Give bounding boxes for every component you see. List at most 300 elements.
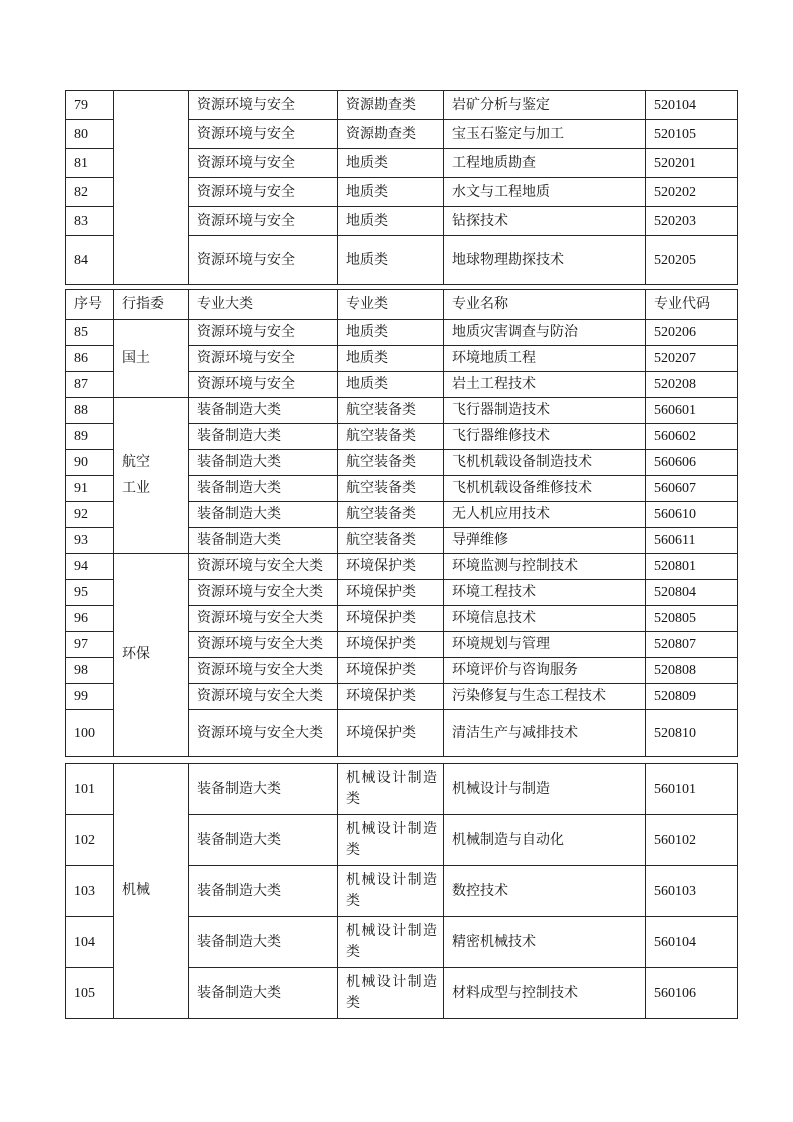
seq-text: 82: [74, 184, 88, 200]
category-cell: [338, 320, 444, 346]
seq-text: 102: [74, 832, 95, 848]
seq-text: 99: [74, 689, 88, 704]
major-name-text: 地球物理勘探技术: [452, 252, 564, 268]
major-name-text: 工程地质勘查: [452, 155, 536, 171]
committee-text: 航空工业: [122, 454, 150, 496]
seq-text: 81: [74, 155, 88, 171]
major-name-cell: [444, 207, 646, 236]
category-text: 航空装备类: [346, 429, 416, 444]
category-cell: [338, 476, 444, 502]
seq-text: 85: [74, 325, 88, 340]
major-name-cell: [444, 632, 646, 658]
major-category-cell: [189, 968, 338, 1019]
major-code-text: 560104: [654, 934, 696, 950]
major-code-text: 560611: [654, 533, 696, 548]
major-category-cell: [189, 120, 338, 149]
header-category-cell: [338, 290, 444, 320]
category-cell: [338, 580, 444, 606]
table-row-88: [66, 398, 738, 424]
major-name-text: 导弹维修: [452, 533, 508, 548]
major-name-cell: [444, 554, 646, 580]
major-name-cell: [444, 917, 646, 968]
major-code-cell: [646, 476, 738, 502]
category-cell: [338, 968, 444, 1019]
category-text: 航空装备类: [346, 403, 416, 418]
major-category-cell: [189, 658, 338, 684]
major-code-cell: [646, 424, 738, 450]
major-code-cell: [646, 178, 738, 207]
major-code-cell: [646, 120, 738, 149]
major-code-cell: [646, 815, 738, 866]
table-row-85: [66, 320, 738, 346]
table-row-101: [66, 764, 738, 815]
major-name-cell: [444, 346, 646, 372]
table-segment-2: [65, 289, 738, 757]
header-seq-text: 序号: [74, 297, 102, 312]
major-code-text: 520208: [654, 377, 696, 392]
major-code-text: 520809: [654, 689, 696, 704]
major-code-cell: [646, 346, 738, 372]
major-category-text: 资源环境与安全大类: [197, 559, 323, 574]
major-name-text: 飞机机载设备制造技术: [452, 455, 592, 470]
seq-text: 80: [74, 126, 88, 142]
major-category-cell: [189, 815, 338, 866]
major-category-cell: [189, 398, 338, 424]
committee-cell: [114, 398, 189, 554]
major-code-text: 520207: [654, 351, 696, 366]
major-code-cell: [646, 372, 738, 398]
header-major-code-text: 专业代码: [654, 297, 710, 312]
major-code-cell: [646, 710, 738, 757]
major-name-cell: [444, 398, 646, 424]
category-cell: [338, 815, 444, 866]
seq-cell: [66, 632, 114, 658]
committee-text: 机械: [122, 883, 150, 899]
category-cell: [338, 764, 444, 815]
header-committee-cell: [114, 290, 189, 320]
seq-cell: [66, 606, 114, 632]
major-name-cell: [444, 149, 646, 178]
header-seq-cell: [66, 290, 114, 320]
seq-text: 100: [74, 725, 95, 741]
committee-cell: [114, 91, 189, 285]
seq-text: 79: [74, 97, 88, 113]
major-code-cell: [646, 968, 738, 1019]
specialty-table-area: [65, 90, 737, 1019]
major-code-text: 520202: [654, 184, 696, 200]
category-text: 机械设计制造类: [346, 822, 437, 858]
major-code-cell: [646, 528, 738, 554]
major-category-cell: [189, 450, 338, 476]
header-category-text: 专业类: [346, 297, 388, 312]
major-name-cell: [444, 236, 646, 285]
category-cell: [338, 120, 444, 149]
seq-text: 91: [74, 481, 88, 496]
major-category-text: 装备制造大类: [197, 781, 281, 797]
major-name-cell: [444, 372, 646, 398]
major-category-cell: [189, 764, 338, 815]
major-category-cell: [189, 476, 338, 502]
major-name-cell: [444, 710, 646, 757]
major-name-text: 飞机机载设备维修技术: [452, 481, 592, 496]
category-cell: [338, 91, 444, 120]
category-text: 资源勘查类: [346, 126, 416, 142]
major-code-cell: [646, 450, 738, 476]
category-cell: [338, 554, 444, 580]
major-category-cell: [189, 606, 338, 632]
major-code-cell: [646, 207, 738, 236]
seq-text: 105: [74, 985, 95, 1001]
seq-cell: [66, 320, 114, 346]
seq-cell: [66, 554, 114, 580]
seq-cell: [66, 710, 114, 757]
category-text: 航空装备类: [346, 507, 416, 522]
category-cell: [338, 178, 444, 207]
major-category-cell: [189, 580, 338, 606]
major-code-text: 520805: [654, 611, 696, 626]
category-cell: [338, 372, 444, 398]
major-name-text: 环境规划与管理: [452, 637, 550, 652]
category-text: 环境保护类: [346, 637, 416, 652]
major-name-cell: [444, 968, 646, 1019]
category-text: 环境保护类: [346, 611, 416, 626]
category-text: 地质类: [346, 325, 388, 340]
major-code-text: 520810: [654, 725, 696, 741]
major-code-cell: [646, 917, 738, 968]
category-cell: [338, 424, 444, 450]
seq-text: 101: [74, 781, 95, 797]
major-code-text: 560606: [654, 455, 696, 470]
category-text: 机械设计制造类: [346, 975, 437, 1011]
major-category-text: 资源环境与安全: [197, 126, 295, 142]
major-category-text: 装备制造大类: [197, 985, 281, 1001]
major-name-text: 污染修复与生态工程技术: [452, 689, 606, 704]
major-name-text: 水文与工程地质: [452, 184, 550, 200]
category-text: 环境保护类: [346, 725, 416, 741]
major-code-text: 560602: [654, 429, 696, 444]
major-category-cell: [189, 178, 338, 207]
major-code-cell: [646, 632, 738, 658]
category-text: 地质类: [346, 252, 388, 268]
major-category-cell: [189, 684, 338, 710]
seq-cell: [66, 658, 114, 684]
category-text: 地质类: [346, 213, 388, 229]
category-cell: [338, 684, 444, 710]
major-category-text: 资源环境与安全: [197, 325, 295, 340]
category-text: 航空装备类: [346, 455, 416, 470]
category-cell: [338, 710, 444, 757]
table-row-94: [66, 554, 738, 580]
major-category-text: 资源环境与安全: [197, 351, 295, 366]
major-category-text: 资源环境与安全: [197, 184, 295, 200]
major-code-cell: [646, 764, 738, 815]
major-category-text: 装备制造大类: [197, 832, 281, 848]
seq-text: 92: [74, 507, 88, 522]
major-category-cell: [189, 207, 338, 236]
major-name-cell: [444, 815, 646, 866]
seq-text: 104: [74, 934, 95, 950]
major-category-text: 资源环境与安全: [197, 97, 295, 113]
major-name-text: 环境评价与咨询服务: [452, 663, 578, 678]
committee-text: 环保: [122, 647, 150, 663]
major-code-text: 520808: [654, 663, 696, 678]
major-code-cell: [646, 554, 738, 580]
table-segment-3-body: [66, 764, 738, 1019]
major-code-cell: [646, 320, 738, 346]
major-code-cell: [646, 658, 738, 684]
seq-cell: [66, 424, 114, 450]
category-text: 环境保护类: [346, 689, 416, 704]
category-cell: [338, 917, 444, 968]
major-category-cell: [189, 372, 338, 398]
major-code-cell: [646, 398, 738, 424]
major-category-text: 装备制造大类: [197, 883, 281, 899]
major-category-cell: [189, 424, 338, 450]
committee-cell: [114, 764, 189, 1019]
major-name-text: 飞行器制造技术: [452, 403, 550, 418]
seq-text: 94: [74, 559, 88, 574]
major-code-text: 560106: [654, 985, 696, 1001]
header-major-code-cell: [646, 290, 738, 320]
seq-text: 90: [74, 455, 88, 470]
major-name-text: 宝玉石鉴定与加工: [452, 126, 564, 142]
major-name-cell: [444, 91, 646, 120]
major-name-cell: [444, 450, 646, 476]
major-name-text: 岩土工程技术: [452, 377, 536, 392]
category-cell: [338, 658, 444, 684]
major-code-cell: [646, 866, 738, 917]
major-category-text: 资源环境与安全: [197, 213, 295, 229]
header-major-name-cell: [444, 290, 646, 320]
major-category-text: 资源环境与安全大类: [197, 725, 323, 741]
seq-cell: [66, 917, 114, 968]
major-category-text: 装备制造大类: [197, 481, 281, 496]
seq-text: 98: [74, 663, 88, 678]
seq-cell: [66, 91, 114, 120]
category-text: 航空装备类: [346, 533, 416, 548]
major-category-text: 装备制造大类: [197, 533, 281, 548]
major-code-cell: [646, 149, 738, 178]
committee-cell: [114, 554, 189, 757]
category-text: 资源勘查类: [346, 97, 416, 113]
table-segment-1: [65, 90, 738, 285]
major-category-cell: [189, 320, 338, 346]
table-row-79: [66, 91, 738, 120]
committee-cell: [114, 320, 189, 398]
major-category-cell: [189, 866, 338, 917]
seq-text: 95: [74, 585, 88, 600]
category-text: 地质类: [346, 184, 388, 200]
major-code-cell: [646, 606, 738, 632]
seq-cell: [66, 178, 114, 207]
major-name-cell: [444, 764, 646, 815]
major-category-cell: [189, 917, 338, 968]
major-name-cell: [444, 320, 646, 346]
major-code-text: 520801: [654, 559, 696, 574]
major-code-text: 520804: [654, 585, 696, 600]
category-text: 环境保护类: [346, 559, 416, 574]
major-category-text: 装备制造大类: [197, 429, 281, 444]
major-category-text: 资源环境与安全大类: [197, 585, 323, 600]
seq-text: 87: [74, 377, 88, 392]
seq-cell: [66, 450, 114, 476]
major-code-text: 560101: [654, 781, 696, 797]
major-name-text: 材料成型与控制技术: [452, 985, 578, 1001]
seq-cell: [66, 346, 114, 372]
major-name-text: 清洁生产与减排技术: [452, 725, 578, 741]
major-name-text: 岩矿分析与鉴定: [452, 97, 550, 113]
seq-cell: [66, 372, 114, 398]
major-name-text: 环境信息技术: [452, 611, 536, 626]
major-name-cell: [444, 528, 646, 554]
category-text: 地质类: [346, 377, 388, 392]
major-category-cell: [189, 502, 338, 528]
category-text: 机械设计制造类: [346, 873, 437, 909]
category-text: 环境保护类: [346, 663, 416, 678]
seq-cell: [66, 149, 114, 178]
major-code-cell: [646, 236, 738, 285]
category-cell: [338, 236, 444, 285]
major-name-cell: [444, 120, 646, 149]
seq-text: 96: [74, 611, 88, 626]
major-name-text: 地质灾害调查与防治: [452, 325, 578, 340]
major-category-cell: [189, 91, 338, 120]
major-name-text: 飞行器维修技术: [452, 429, 550, 444]
seq-text: 93: [74, 533, 88, 548]
seq-text: 97: [74, 637, 88, 652]
major-name-text: 环境地质工程: [452, 351, 536, 366]
category-text: 航空装备类: [346, 481, 416, 496]
table-segment-2-body: [66, 290, 738, 757]
table-segment-3: [65, 763, 738, 1019]
seq-cell: [66, 476, 114, 502]
seq-cell: [66, 502, 114, 528]
major-name-cell: [444, 502, 646, 528]
header-major-category-cell: [189, 290, 338, 320]
major-code-text: 520105: [654, 126, 696, 142]
category-cell: [338, 866, 444, 917]
seq-text: 84: [74, 252, 88, 268]
major-code-cell: [646, 580, 738, 606]
major-name-text: 环境工程技术: [452, 585, 536, 600]
major-category-text: 资源环境与安全大类: [197, 637, 323, 652]
major-name-text: 精密机械技术: [452, 934, 536, 950]
seq-text: 86: [74, 351, 88, 366]
category-text: 机械设计制造类: [346, 771, 437, 807]
major-code-text: 560103: [654, 883, 696, 899]
header-major-name-text: 专业名称: [452, 297, 508, 312]
committee-text: 国土: [122, 350, 150, 366]
major-name-cell: [444, 866, 646, 917]
seq-cell: [66, 815, 114, 866]
category-text: 地质类: [346, 351, 388, 366]
major-code-text: 520104: [654, 97, 696, 113]
table-segment-1-body: [66, 91, 738, 285]
category-cell: [338, 149, 444, 178]
category-text: 环境保护类: [346, 585, 416, 600]
major-name-cell: [444, 606, 646, 632]
major-category-text: 资源环境与安全大类: [197, 611, 323, 626]
major-code-text: 560601: [654, 403, 696, 418]
major-category-text: 资源环境与安全大类: [197, 689, 323, 704]
major-name-text: 无人机应用技术: [452, 507, 550, 522]
major-category-cell: [189, 528, 338, 554]
seq-cell: [66, 398, 114, 424]
category-cell: [338, 502, 444, 528]
category-text: 机械设计制造类: [346, 924, 437, 960]
seq-cell: [66, 866, 114, 917]
major-category-cell: [189, 632, 338, 658]
major-code-text: 520201: [654, 155, 696, 171]
major-category-text: 资源环境与安全大类: [197, 663, 323, 678]
major-code-text: 560610: [654, 507, 696, 522]
major-category-text: 装备制造大类: [197, 403, 281, 418]
major-category-text: 装备制造大类: [197, 934, 281, 950]
major-name-text: 机械制造与自动化: [452, 832, 564, 848]
category-cell: [338, 632, 444, 658]
major-category-text: 资源环境与安全: [197, 252, 295, 268]
seq-cell: [66, 580, 114, 606]
table-header-row: [66, 290, 738, 320]
seq-cell: [66, 968, 114, 1019]
major-category-text: 装备制造大类: [197, 455, 281, 470]
major-category-cell: [189, 236, 338, 285]
seq-text: 103: [74, 883, 95, 899]
seq-cell: [66, 684, 114, 710]
major-name-text: 机械设计与制造: [452, 781, 550, 797]
seq-cell: [66, 236, 114, 285]
category-cell: [338, 528, 444, 554]
major-name-cell: [444, 658, 646, 684]
major-category-cell: [189, 710, 338, 757]
seq-text: 83: [74, 213, 88, 229]
category-cell: [338, 450, 444, 476]
header-major-category-text: 专业大类: [197, 297, 253, 312]
major-code-text: 520205: [654, 252, 696, 268]
major-name-cell: [444, 684, 646, 710]
seq-cell: [66, 764, 114, 815]
major-code-text: 520807: [654, 637, 696, 652]
seq-text: 88: [74, 403, 88, 418]
major-category-text: 装备制造大类: [197, 507, 281, 522]
major-category-cell: [189, 149, 338, 178]
seq-text: 89: [74, 429, 88, 444]
seq-cell: [66, 207, 114, 236]
major-name-text: 数控技术: [452, 883, 508, 899]
major-name-cell: [444, 580, 646, 606]
major-code-cell: [646, 684, 738, 710]
major-code-text: 560102: [654, 832, 696, 848]
major-name-text: 钻探技术: [452, 213, 508, 229]
category-text: 地质类: [346, 155, 388, 171]
major-code-text: 560607: [654, 481, 696, 496]
major-name-cell: [444, 476, 646, 502]
major-code-cell: [646, 502, 738, 528]
category-cell: [338, 207, 444, 236]
major-code-cell: [646, 91, 738, 120]
category-cell: [338, 398, 444, 424]
major-name-text: 环境监测与控制技术: [452, 559, 578, 574]
major-category-text: 资源环境与安全: [197, 377, 295, 392]
seq-cell: [66, 528, 114, 554]
major-name-cell: [444, 178, 646, 207]
major-code-text: 520203: [654, 213, 696, 229]
major-category-cell: [189, 554, 338, 580]
seq-cell: [66, 120, 114, 149]
major-category-text: 资源环境与安全: [197, 155, 295, 171]
major-category-cell: [189, 346, 338, 372]
major-code-text: 520206: [654, 325, 696, 340]
